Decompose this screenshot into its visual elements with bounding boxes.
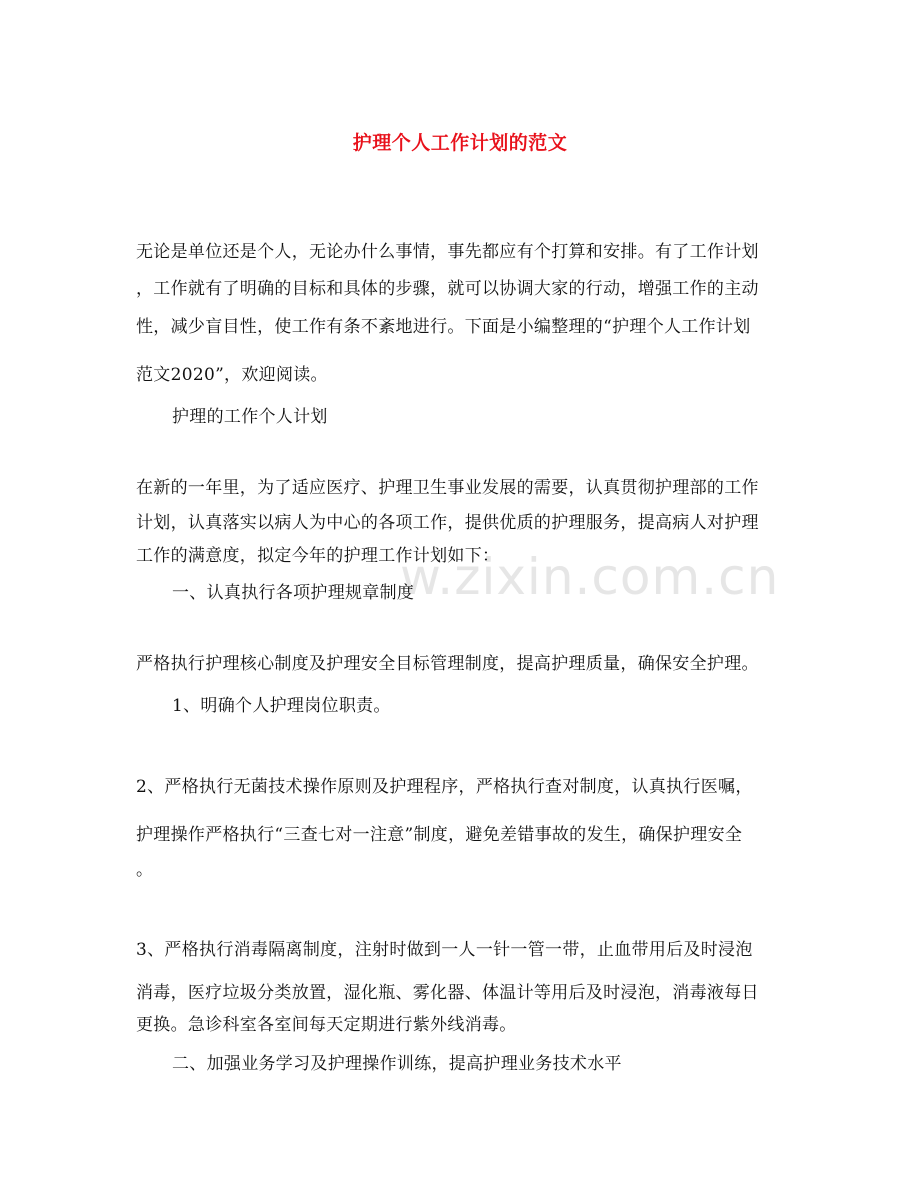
text-line: 在新的一年里，为了适应医疗、护理卫生事业发展的需要，认真贯彻护理部的工作 <box>136 478 759 498</box>
section-heading: 护理的工作个人计划 <box>172 407 328 427</box>
text-line: 更换。急诊科室各室间每天定期进行紫外线消毒。 <box>136 1015 517 1035</box>
list-item: 1、明确个人护理岗位职责。 <box>172 696 391 716</box>
text-line: 护理操作严格执行“三查七对一注意”制度，避免差错事故的发生，确保护理安全 <box>136 825 743 845</box>
text-line: 严格执行护理核心制度及护理安全目标管理制度，提高护理质量，确保安全护理。 <box>136 654 759 674</box>
text-line: 计划，认真落实以病人为中心的各项工作，提供优质的护理服务，提高病人对护理 <box>136 513 759 533</box>
watermark: w.zixin.com.cn <box>400 548 780 606</box>
text-line: 。 <box>136 860 154 880</box>
list-item: 3、严格执行消毒隔离制度，注射时做到一人一针一管一带，止血带用后及时浸泡 <box>136 940 753 960</box>
text-line: 范文2020”，欢迎阅读。 <box>136 365 328 385</box>
section-heading: 一、认真执行各项护理规章制度 <box>172 583 415 603</box>
text-line: 消毒，医疗垃圾分类放置，湿化瓶、雾化器、体温计等用后及时浸泡，消毒液每日 <box>136 983 759 1003</box>
text-line: ，工作就有了明确的目标和具体的步骤，就可以协调大家的行动，增强工作的主动 <box>136 279 759 299</box>
list-item: 2、严格执行无菌技术操作原则及护理程序，严格执行查对制度，认真执行医嘱， <box>136 777 753 797</box>
section-heading: 二、加强业务学习及护理操作训练，提高护理业务技术水平 <box>172 1054 622 1074</box>
text-line: 性，减少盲目性，使工作有条不紊地进行。下面是小编整理的“护理个人工作计划 <box>136 317 751 337</box>
text-line: 工作的满意度，拟定今年的护理工作计划如下： <box>136 546 500 566</box>
document-title: 护理个人工作计划的范文 <box>352 132 568 154</box>
text-line: 无论是单位还是个人，无论办什么事情，事先都应有个打算和安排。有了工作计划 <box>136 242 759 262</box>
